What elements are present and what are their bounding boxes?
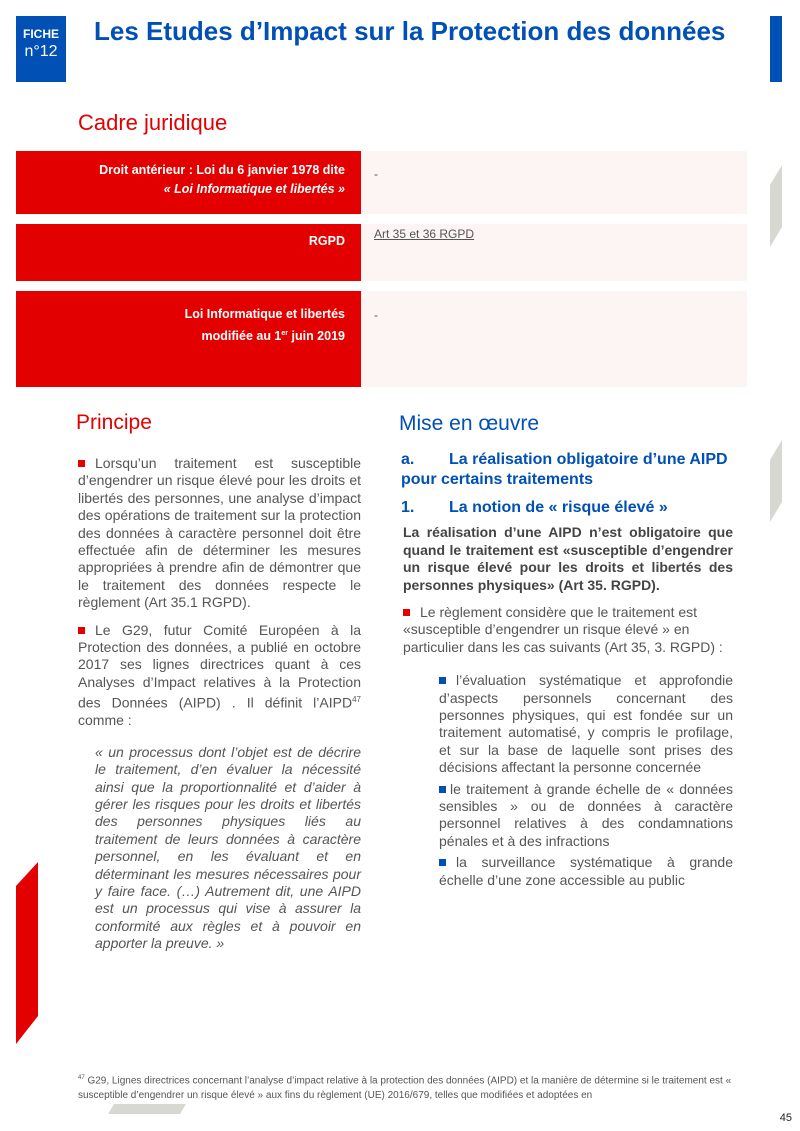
case-item xyxy=(439,854,733,889)
red-bullet-icon xyxy=(78,460,85,467)
key-line: Loi Informatique et libertés xyxy=(184,307,345,321)
case-item xyxy=(439,672,733,776)
obligation-paragraph: La réalisation d’une AIPD n’est obligatoire que quand le traitement est «susceptible d’engendrer un risque élevé pour les droits et libertés des personnes physiques» (Art 35. RGPD). xyxy=(403,524,733,593)
principe-column xyxy=(78,455,361,953)
key-sup: er xyxy=(281,330,289,337)
principe-paragraph-1 xyxy=(78,455,361,612)
key-line: Droit antérieur : Loi du 6 janvier 1978 dite xyxy=(99,163,345,177)
gray-decoration-bottom xyxy=(108,1104,188,1116)
gray-decoration-top xyxy=(768,165,784,247)
blue-bullet-icon xyxy=(439,677,446,684)
case-text: la surveillance systématique à grande échelle d’une zone accessible au public xyxy=(439,854,733,888)
cadre-row-key xyxy=(16,151,361,214)
paragraph-text: comme : xyxy=(78,712,132,729)
red-decoration-left xyxy=(14,862,40,1044)
reglement-intro xyxy=(403,604,733,656)
subheading-text: La notion de « risque élevé » xyxy=(449,499,668,516)
subheading-1 xyxy=(401,498,733,518)
key-line: « Loi Informatique et libertés » xyxy=(163,182,345,196)
cadre-row-loi-modifiee xyxy=(16,291,747,387)
subheading-text: La réalisation obligatoire d’une AIPD pour certains traitements xyxy=(401,451,728,488)
footnote xyxy=(78,1071,748,1103)
cadre-row-value: - xyxy=(361,291,747,387)
cadre-row-value xyxy=(361,224,747,281)
footnote-number: 47 xyxy=(78,1075,85,1081)
subheading-number: a. xyxy=(401,451,415,468)
key-text: juin 2019 xyxy=(288,329,345,344)
gray-decoration-middle xyxy=(768,440,784,522)
cadre-row-rgpd xyxy=(16,224,747,281)
paragraph-text: Le règlement considère que le traitement est «susceptible d’engendrer un risque élevé » en particulier dans les cas suivants (Art 35, 3. RGPD) : xyxy=(403,604,723,655)
footnote-ref[interactable]: 47 xyxy=(352,695,361,705)
fiche-badge xyxy=(16,16,66,82)
footnote-text: G29, Lignes directrices concernant l’analyse d’impact relative à la protection des données (AIPD) et la manière de détermine si le traitement est « susceptible d’engendrer un risque élevé » aux fins du règlement (UE) 2016/679, telles que modifiées et adoptées en xyxy=(78,1075,732,1102)
paragraph-text: Lorsqu’un traitement est susceptible d’engendrer un risque élevé pour les droits et libertés des personnes, une analyse d’impact des opérations de traitement sur la protection des données à caractère personnel doit être effectuée afin de déterminer les mesures appropriées à prendre afin de démontrer que le traitement des données respecte le règlement (Art 35.1 RGPD). xyxy=(78,455,361,611)
fiche-label: FICHE xyxy=(23,27,59,41)
subheading-number: 1. xyxy=(401,499,415,516)
paragraph-text: Le G29, futur Comité Européen à la Protection des données, a publié en octobre 2017 ses lignes directrices quant à ces Analyses d’Impact relatives à la Protection des Données (AIPD) . Il définit l’AIPD xyxy=(78,621,361,711)
case-text: le traitement à grande échelle de « données sensibles » ou de données à caractère personnel relatives à des condamnations pénales et à des infractions xyxy=(439,780,733,849)
key-line xyxy=(16,324,345,346)
aipd-definition-quote: « un processus dont l’objet est de décrire le traitement, d’en évaluer la nécessité ainsi que la proportionnalité et d’aider à gérer les risques pour les droits et libertés des personnes physiques liés au traitement de leurs données à caractère personnel, en les évaluant et en déterminant les mesures nécessaires pour y faire face. (…) Autrement dit, une AIPD est un processus qui vise à assurer la conformité aux règles et à pouvoir en apporter la preuve. » xyxy=(95,743,361,952)
blue-bullet-icon xyxy=(439,786,446,793)
key-text: modifiée au 1 xyxy=(201,329,282,344)
red-bullet-icon xyxy=(78,627,85,634)
cadre-row-value: - xyxy=(361,151,747,214)
principe-paragraph-2 xyxy=(78,622,361,730)
blue-bullet-icon xyxy=(439,859,446,866)
blue-accent-bar xyxy=(770,16,782,82)
section-heading-cadre: Cadre juridique xyxy=(78,110,228,135)
section-heading-principe: Principe xyxy=(76,411,152,434)
page-title: Les Etudes d’Impact sur la Protection des données xyxy=(94,16,726,46)
section-heading-mise-en-oeuvre: Mise en œuvre xyxy=(399,412,540,435)
cadre-row-key: RGPD xyxy=(16,224,361,281)
page-number: 45 xyxy=(779,1112,792,1124)
case-text: l’évaluation systématique et approfondie d’aspects personnels concernant des personnes physiques, qui est fondée sur un traitement automatisé, y compris le profilage, et sur la base de laquelle sont prises des décisions affectant la personne concernée xyxy=(439,672,733,776)
rgpd-article-link[interactable]: Art 35 et 36 RGPD xyxy=(374,227,475,241)
cadre-row-key xyxy=(16,291,361,387)
fiche-number: n°12 xyxy=(24,43,58,60)
subheading-a xyxy=(401,450,733,490)
red-bullet-icon xyxy=(403,609,410,616)
cadre-row-droit-anterieur xyxy=(16,151,747,214)
case-item xyxy=(439,781,733,851)
mise-column xyxy=(401,450,733,889)
